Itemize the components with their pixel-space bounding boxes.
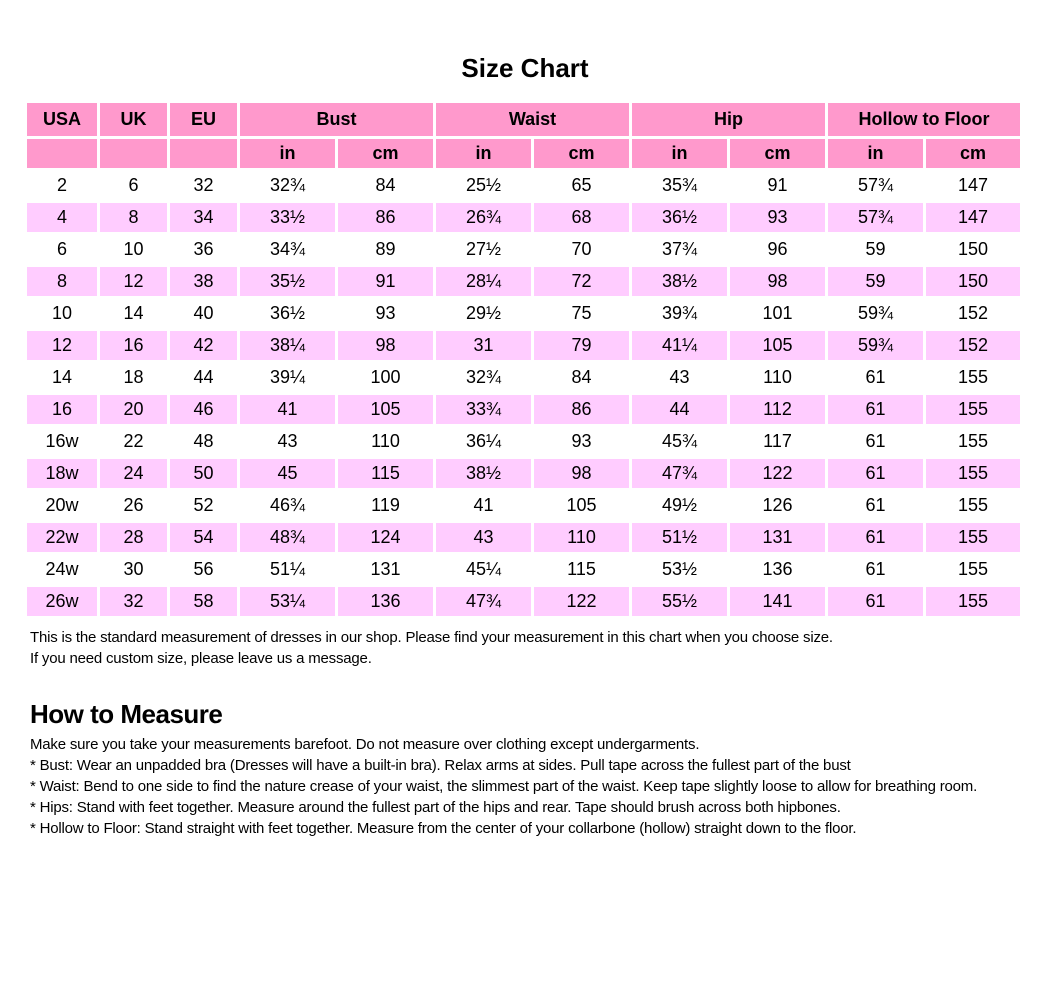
size-cell: 10 bbox=[100, 235, 167, 264]
header-row-units bbox=[27, 139, 1020, 168]
size-cell: 155 bbox=[926, 491, 1020, 520]
size-cell: 59 bbox=[828, 267, 923, 296]
measure-intro: Make sure you take your measurements barefoot. Do not measure over clothing except undergarments. bbox=[30, 736, 700, 753]
unit-header-hollow-in: in bbox=[828, 139, 923, 168]
unit-header-bust-in: in bbox=[240, 139, 335, 168]
table-row bbox=[27, 203, 1020, 232]
size-cell: 98 bbox=[534, 459, 629, 488]
size-cell: 98 bbox=[338, 331, 433, 360]
size-cell: 119 bbox=[338, 491, 433, 520]
size-cell: 14 bbox=[100, 299, 167, 328]
size-cell: 115 bbox=[534, 555, 629, 584]
size-cell: 27½ bbox=[436, 235, 531, 264]
size-cell: 131 bbox=[730, 523, 825, 552]
size-cell: 39¼ bbox=[240, 363, 335, 392]
size-cell: 61 bbox=[828, 427, 923, 456]
measure-waist-note: * Waist: Bend to one side to find the nature crease of your waist, the slimmest part of the waist. Keep tape slightly loose to allow for breathing room. bbox=[30, 778, 978, 795]
size-cell: 38¼ bbox=[240, 331, 335, 360]
size-cell: 43 bbox=[240, 427, 335, 456]
size-cell: 45¼ bbox=[436, 555, 531, 584]
size-cell: 136 bbox=[338, 587, 433, 616]
size-cell: 155 bbox=[926, 427, 1020, 456]
size-cell: 49½ bbox=[632, 491, 727, 520]
size-cell: 25½ bbox=[436, 171, 531, 200]
size-cell: 26w bbox=[27, 587, 97, 616]
how-to-measure-heading: How to Measure bbox=[30, 699, 223, 729]
size-cell: 22w bbox=[27, 523, 97, 552]
size-cell: 36¼ bbox=[436, 427, 531, 456]
unit-header-hollow-cm: cm bbox=[926, 139, 1020, 168]
size-cell: 45¾ bbox=[632, 427, 727, 456]
size-cell: 32¾ bbox=[240, 171, 335, 200]
table-row bbox=[27, 267, 1020, 296]
size-cell: 70 bbox=[534, 235, 629, 264]
size-cell: 150 bbox=[926, 267, 1020, 296]
table-row bbox=[27, 427, 1020, 456]
empty-header-cell bbox=[170, 139, 237, 168]
size-cell: 29½ bbox=[436, 299, 531, 328]
table-row bbox=[27, 395, 1020, 424]
size-cell: 126 bbox=[730, 491, 825, 520]
size-cell: 33¾ bbox=[436, 395, 531, 424]
size-cell: 55½ bbox=[632, 587, 727, 616]
custom-size-note: If you need custom size, please leave us a message. bbox=[30, 650, 372, 667]
size-cell: 155 bbox=[926, 555, 1020, 584]
col-group-hip: Hip bbox=[632, 103, 825, 136]
table-row bbox=[27, 171, 1020, 200]
size-cell: 48 bbox=[170, 427, 237, 456]
size-cell: 152 bbox=[926, 299, 1020, 328]
table-row bbox=[27, 459, 1020, 488]
table-row bbox=[27, 555, 1020, 584]
size-cell: 28¼ bbox=[436, 267, 531, 296]
size-cell: 30 bbox=[100, 555, 167, 584]
size-cell: 57¾ bbox=[828, 171, 923, 200]
measure-hollow-note: * Hollow to Floor: Stand straight with feet together. Measure from the center of your collarbone (hollow) straight down to the floor. bbox=[30, 820, 857, 837]
size-cell: 61 bbox=[828, 523, 923, 552]
size-cell: 35¾ bbox=[632, 171, 727, 200]
size-cell: 68 bbox=[534, 203, 629, 232]
col-header-eu: EU bbox=[170, 103, 237, 136]
size-cell: 10 bbox=[27, 299, 97, 328]
size-cell: 37¾ bbox=[632, 235, 727, 264]
size-cell: 14 bbox=[27, 363, 97, 392]
table-row bbox=[27, 491, 1020, 520]
col-group-hollow-to-floor: Hollow to Floor bbox=[828, 103, 1020, 136]
size-table-body bbox=[27, 171, 1020, 616]
size-cell: 61 bbox=[828, 491, 923, 520]
size-cell: 105 bbox=[730, 331, 825, 360]
size-cell: 24w bbox=[27, 555, 97, 584]
size-cell: 40 bbox=[170, 299, 237, 328]
size-cell: 36 bbox=[170, 235, 237, 264]
size-cell: 115 bbox=[338, 459, 433, 488]
unit-header-bust-cm: cm bbox=[338, 139, 433, 168]
notes-section bbox=[30, 627, 1020, 669]
size-cell: 8 bbox=[100, 203, 167, 232]
size-cell: 61 bbox=[828, 587, 923, 616]
size-cell: 155 bbox=[926, 395, 1020, 424]
table-row bbox=[27, 363, 1020, 392]
col-header-usa: USA bbox=[27, 103, 97, 136]
size-cell: 61 bbox=[828, 555, 923, 584]
size-cell: 48¾ bbox=[240, 523, 335, 552]
size-cell: 50 bbox=[170, 459, 237, 488]
size-cell: 61 bbox=[828, 363, 923, 392]
size-cell: 47¾ bbox=[436, 587, 531, 616]
size-cell: 155 bbox=[926, 523, 1020, 552]
size-cell: 31 bbox=[436, 331, 531, 360]
size-cell: 6 bbox=[100, 171, 167, 200]
size-cell: 105 bbox=[338, 395, 433, 424]
size-cell: 147 bbox=[926, 171, 1020, 200]
size-cell: 89 bbox=[338, 235, 433, 264]
unit-header-waist-cm: cm bbox=[534, 139, 629, 168]
size-cell: 42 bbox=[170, 331, 237, 360]
size-cell: 41¼ bbox=[632, 331, 727, 360]
size-cell: 84 bbox=[338, 171, 433, 200]
size-cell: 117 bbox=[730, 427, 825, 456]
page-title: Size Chart bbox=[461, 53, 589, 83]
empty-header-cell bbox=[100, 139, 167, 168]
size-cell: 84 bbox=[534, 363, 629, 392]
size-cell: 155 bbox=[926, 459, 1020, 488]
unit-header-hip-in: in bbox=[632, 139, 727, 168]
size-cell: 59¾ bbox=[828, 331, 923, 360]
size-cell: 155 bbox=[926, 587, 1020, 616]
size-cell: 28 bbox=[100, 523, 167, 552]
measure-hips-note: * Hips: Stand with feet together. Measure around the fullest part of the hips and rear. Tape should brush across both hipbones. bbox=[30, 799, 841, 816]
size-cell: 22 bbox=[100, 427, 167, 456]
size-cell: 105 bbox=[534, 491, 629, 520]
size-cell: 147 bbox=[926, 203, 1020, 232]
col-header-uk: UK bbox=[100, 103, 167, 136]
table-row bbox=[27, 235, 1020, 264]
size-cell: 38½ bbox=[632, 267, 727, 296]
size-cell: 75 bbox=[534, 299, 629, 328]
size-cell: 112 bbox=[730, 395, 825, 424]
size-cell: 41 bbox=[240, 395, 335, 424]
size-cell: 51¼ bbox=[240, 555, 335, 584]
size-cell: 101 bbox=[730, 299, 825, 328]
size-cell: 93 bbox=[338, 299, 433, 328]
col-group-bust: Bust bbox=[240, 103, 433, 136]
size-cell: 46 bbox=[170, 395, 237, 424]
size-cell: 18 bbox=[100, 363, 167, 392]
size-cell: 52 bbox=[170, 491, 237, 520]
size-cell: 12 bbox=[100, 267, 167, 296]
size-cell: 16 bbox=[27, 395, 97, 424]
size-cell: 34¾ bbox=[240, 235, 335, 264]
size-cell: 51½ bbox=[632, 523, 727, 552]
size-cell: 122 bbox=[534, 587, 629, 616]
size-cell: 8 bbox=[27, 267, 97, 296]
size-cell: 46¾ bbox=[240, 491, 335, 520]
size-cell: 86 bbox=[534, 395, 629, 424]
size-cell: 72 bbox=[534, 267, 629, 296]
size-cell: 36½ bbox=[240, 299, 335, 328]
size-cell: 122 bbox=[730, 459, 825, 488]
size-cell: 155 bbox=[926, 363, 1020, 392]
size-cell: 53½ bbox=[632, 555, 727, 584]
empty-header-cell bbox=[27, 139, 97, 168]
size-cell: 38 bbox=[170, 267, 237, 296]
size-cell: 65 bbox=[534, 171, 629, 200]
size-cell: 41 bbox=[436, 491, 531, 520]
size-cell: 58 bbox=[170, 587, 237, 616]
size-cell: 20 bbox=[100, 395, 167, 424]
size-cell: 150 bbox=[926, 235, 1020, 264]
standard-measurement-note: This is the standard measurement of dresses in our shop. Please find your measurement in this chart when you choose size. bbox=[30, 629, 833, 646]
unit-header-waist-in: in bbox=[436, 139, 531, 168]
size-cell: 93 bbox=[730, 203, 825, 232]
size-cell: 32 bbox=[100, 587, 167, 616]
size-cell: 100 bbox=[338, 363, 433, 392]
size-cell: 20w bbox=[27, 491, 97, 520]
size-cell: 6 bbox=[27, 235, 97, 264]
size-cell: 34 bbox=[170, 203, 237, 232]
size-cell: 57¾ bbox=[828, 203, 923, 232]
size-cell: 56 bbox=[170, 555, 237, 584]
unit-header-hip-cm: cm bbox=[730, 139, 825, 168]
size-chart-table bbox=[24, 100, 1023, 619]
size-cell: 141 bbox=[730, 587, 825, 616]
table-row bbox=[27, 331, 1020, 360]
size-cell: 43 bbox=[632, 363, 727, 392]
size-cell: 33½ bbox=[240, 203, 335, 232]
size-cell: 152 bbox=[926, 331, 1020, 360]
size-cell: 53¼ bbox=[240, 587, 335, 616]
size-cell: 93 bbox=[534, 427, 629, 456]
size-cell: 136 bbox=[730, 555, 825, 584]
size-cell: 110 bbox=[534, 523, 629, 552]
size-cell: 96 bbox=[730, 235, 825, 264]
size-cell: 110 bbox=[338, 427, 433, 456]
size-cell: 26¾ bbox=[436, 203, 531, 232]
size-cell: 59¾ bbox=[828, 299, 923, 328]
col-group-waist: Waist bbox=[436, 103, 629, 136]
size-cell: 43 bbox=[436, 523, 531, 552]
size-cell: 4 bbox=[27, 203, 97, 232]
size-cell: 32¾ bbox=[436, 363, 531, 392]
size-cell: 45 bbox=[240, 459, 335, 488]
size-cell: 61 bbox=[828, 459, 923, 488]
measure-bust-note: * Bust: Wear an unpadded bra (Dresses will have a built-in bra). Relax arms at sides. Pull tape across the fullest part of the bust bbox=[30, 757, 851, 774]
size-cell: 2 bbox=[27, 171, 97, 200]
size-cell: 39¾ bbox=[632, 299, 727, 328]
size-cell: 35½ bbox=[240, 267, 335, 296]
size-cell: 110 bbox=[730, 363, 825, 392]
size-cell: 131 bbox=[338, 555, 433, 584]
size-cell: 59 bbox=[828, 235, 923, 264]
size-cell: 98 bbox=[730, 267, 825, 296]
table-row bbox=[27, 587, 1020, 616]
size-cell: 79 bbox=[534, 331, 629, 360]
size-cell: 47¾ bbox=[632, 459, 727, 488]
size-cell: 124 bbox=[338, 523, 433, 552]
size-cell: 16w bbox=[27, 427, 97, 456]
size-cell: 12 bbox=[27, 331, 97, 360]
size-cell: 44 bbox=[170, 363, 237, 392]
size-cell: 36½ bbox=[632, 203, 727, 232]
size-cell: 16 bbox=[100, 331, 167, 360]
size-cell: 91 bbox=[730, 171, 825, 200]
size-cell: 61 bbox=[828, 395, 923, 424]
size-cell: 54 bbox=[170, 523, 237, 552]
size-cell: 38½ bbox=[436, 459, 531, 488]
size-cell: 91 bbox=[338, 267, 433, 296]
size-cell: 18w bbox=[27, 459, 97, 488]
table-row bbox=[27, 523, 1020, 552]
table-row bbox=[27, 299, 1020, 328]
size-cell: 86 bbox=[338, 203, 433, 232]
size-cell: 32 bbox=[170, 171, 237, 200]
header-row-groups bbox=[27, 103, 1020, 136]
size-cell: 26 bbox=[100, 491, 167, 520]
size-cell: 24 bbox=[100, 459, 167, 488]
size-cell: 44 bbox=[632, 395, 727, 424]
how-to-measure-section bbox=[30, 734, 1015, 839]
